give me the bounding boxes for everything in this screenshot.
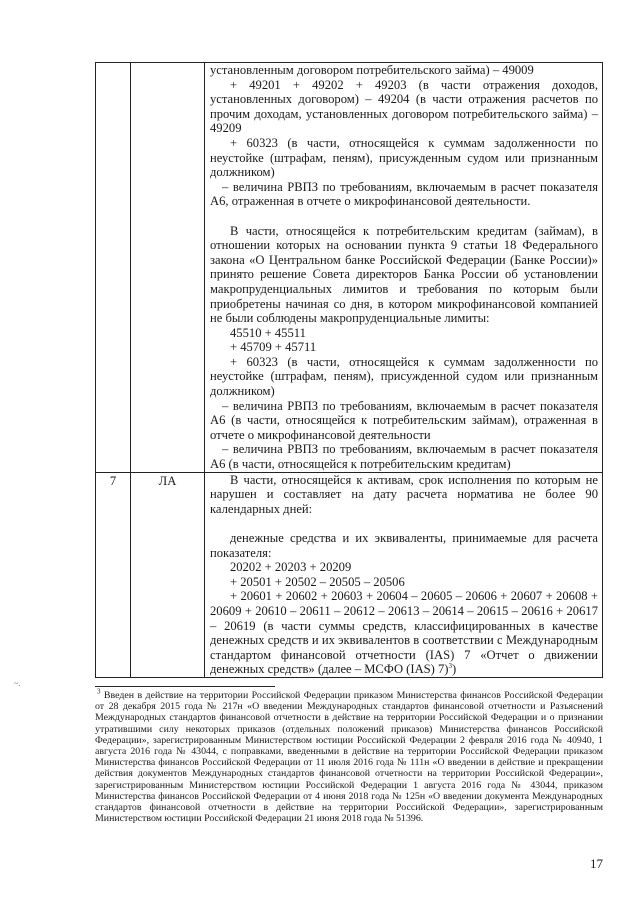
row-content-cell	[205, 472, 603, 677]
page-number: 17	[590, 856, 603, 871]
text-line: В части, относящейся к активам, срок исполнения по которым не нарушен и составляет на дату расчета норматива не более 90 календарных дней:	[210, 472, 598, 516]
table-row-continuation	[96, 63, 603, 473]
row-number-cell-empty	[96, 63, 131, 473]
formula-line: + 20601 + 20602 + 20603 + 20604 – 20605 – 20606 + 20607 + 20608 + 20609 + 20610 – 20611 – 20612 – 20613 – 20614 – 20615 – 20616 + 20617 – 20619 (в части суммы средств, классифицированных в качестве денежных средств и их эквивалентов в соответствии с Международным стандартом финансовой отчетности (IAS) 7 «Отчет о движении денежных средств» (далее – МСФО (IAS) 7)$^3$)	[210, 589, 598, 677]
text-line: установленным договором потребительского займа) – 49009	[210, 63, 534, 77]
footnote-text: Введен в действие на территории Российской Федерации приказом Министерства финансов Российской Федерации от 28 декабря 2015 года № 217н «О введении Международных стандартов финансовой отчетности и Разъяснений Международных стандартов финансовой отчетности в действие на территории Российской Федерации и о признании утратившими силу некоторых приказов (отдельных положений приказов) Министерства финансов Российской Федерации», зарегистрированным Министерством юстиции Российской Федерации 2 февраля 2016 года № 40940, 1 августа 2016 года № 43044, с поправками, введенными в действие на территории Российской Федерации приказом Министерства финансов Российской Федерации от 11 июля 2016 года № 111н «О введении в действие и прекращении действия документов Международных стандартов финансовой отчетности на территории Российской Федерации», зарегистрированным Министерством юстиции Российской Федерации 1 августа 2016 года № 43044, приказом Министерства финансов Российской Федерации от 4 июня 2018 года № 125н «О введении документа Международных стандартов финансовой отчетности в действие на территории Российской Федерации», зарегистрированным Министерством юстиции Российской Федерации 21 июня 2018 года № 51396.	[95, 690, 604, 825]
text-line: + 49201 + 49202 + 49203 (в части отражения доходов, установленных договором) – 49204 (в части отражения расчетов по прочим доходам, установленных договором потребительского займа) – 49209	[210, 77, 598, 136]
formula-line: 45510 + 45511	[230, 325, 306, 340]
formula-line: + 60323 (в части, относящейся к суммам задолженности по неустойке (штрафам, пеням), присужденной судом или признанным должником)	[210, 354, 598, 399]
text-line: В части, относящейся к потребительским кредитам (займам), в отношении которых на основании пункта 9 статьи 18 Федерального закона «О Центральном банке Российской Федерации (Банке России)» принято решение Совета директоров Банка России об установлении макропруденциальных лимитов и требования по которым были приобретены начиная со дня, в котором микрофинансовой компанией не были соблюдены макропруденциальные лимиты:	[210, 223, 598, 326]
footnote-separator	[95, 686, 275, 687]
text-line: – величина РВПЗ по требованиям, включаемым в расчет показателя А6 (в части, относящейся к потребительским займам), отраженная в отчете о микрофинансовой деятельности	[210, 398, 598, 442]
text-line: денежные средства и их эквиваленты, принимаемые для расчета показателя:	[210, 531, 598, 560]
text-line: – величина РВПЗ по требованиям, включаемым в расчет показателя А6 (в части, относящейся к потребительским кредитам)	[210, 442, 598, 472]
formula-line: 20202 + 20203 + 20209	[230, 560, 352, 575]
formula-text: + 20601 + 20602 + 20603 + 20604 – 20605 – 20606 + 20607 + 20608 + 20609 + 20610 – 20611 – 20612 – 20613 – 20614 – 20615 – 20616 + 20617 – 20619 (в части суммы средств, классифицированных в качестве денежных средств и их эквивалентов в соответствии с Международным стандартом финансовой отчетности (IAS) 7 «Отчет о движении денежных средств» (далее – МСФО (IAS) 7)	[210, 589, 598, 677]
formula-line: + 45709 + 45711	[230, 340, 317, 355]
text-line: – величина РВПЗ по требованиям, включаемым в расчет показателя А6, отраженная в отчете о микрофинансовой деятельности.	[210, 179, 598, 209]
row-number: 7	[109, 473, 117, 488]
row-content-cell	[205, 63, 603, 473]
footnote-reference: 3	[448, 662, 453, 671]
table-row-7	[96, 472, 603, 677]
footnote	[95, 687, 604, 825]
text-line: + 60323 (в части, относящейся к суммам задолженности по неустойке (штрафам, пеням), присужденным судом или признанным должником)	[210, 135, 598, 180]
indicator-code: ЛА	[158, 473, 177, 488]
row-code-cell-empty	[131, 63, 205, 473]
margin-mark: ~.	[14, 679, 21, 688]
formula-line: + 20501 + 20502 – 20505 – 20506	[230, 574, 405, 589]
row-number-cell	[96, 472, 131, 677]
footnote-marker: 3	[97, 687, 101, 696]
indicator-table	[95, 62, 603, 678]
row-code-cell	[131, 472, 205, 677]
